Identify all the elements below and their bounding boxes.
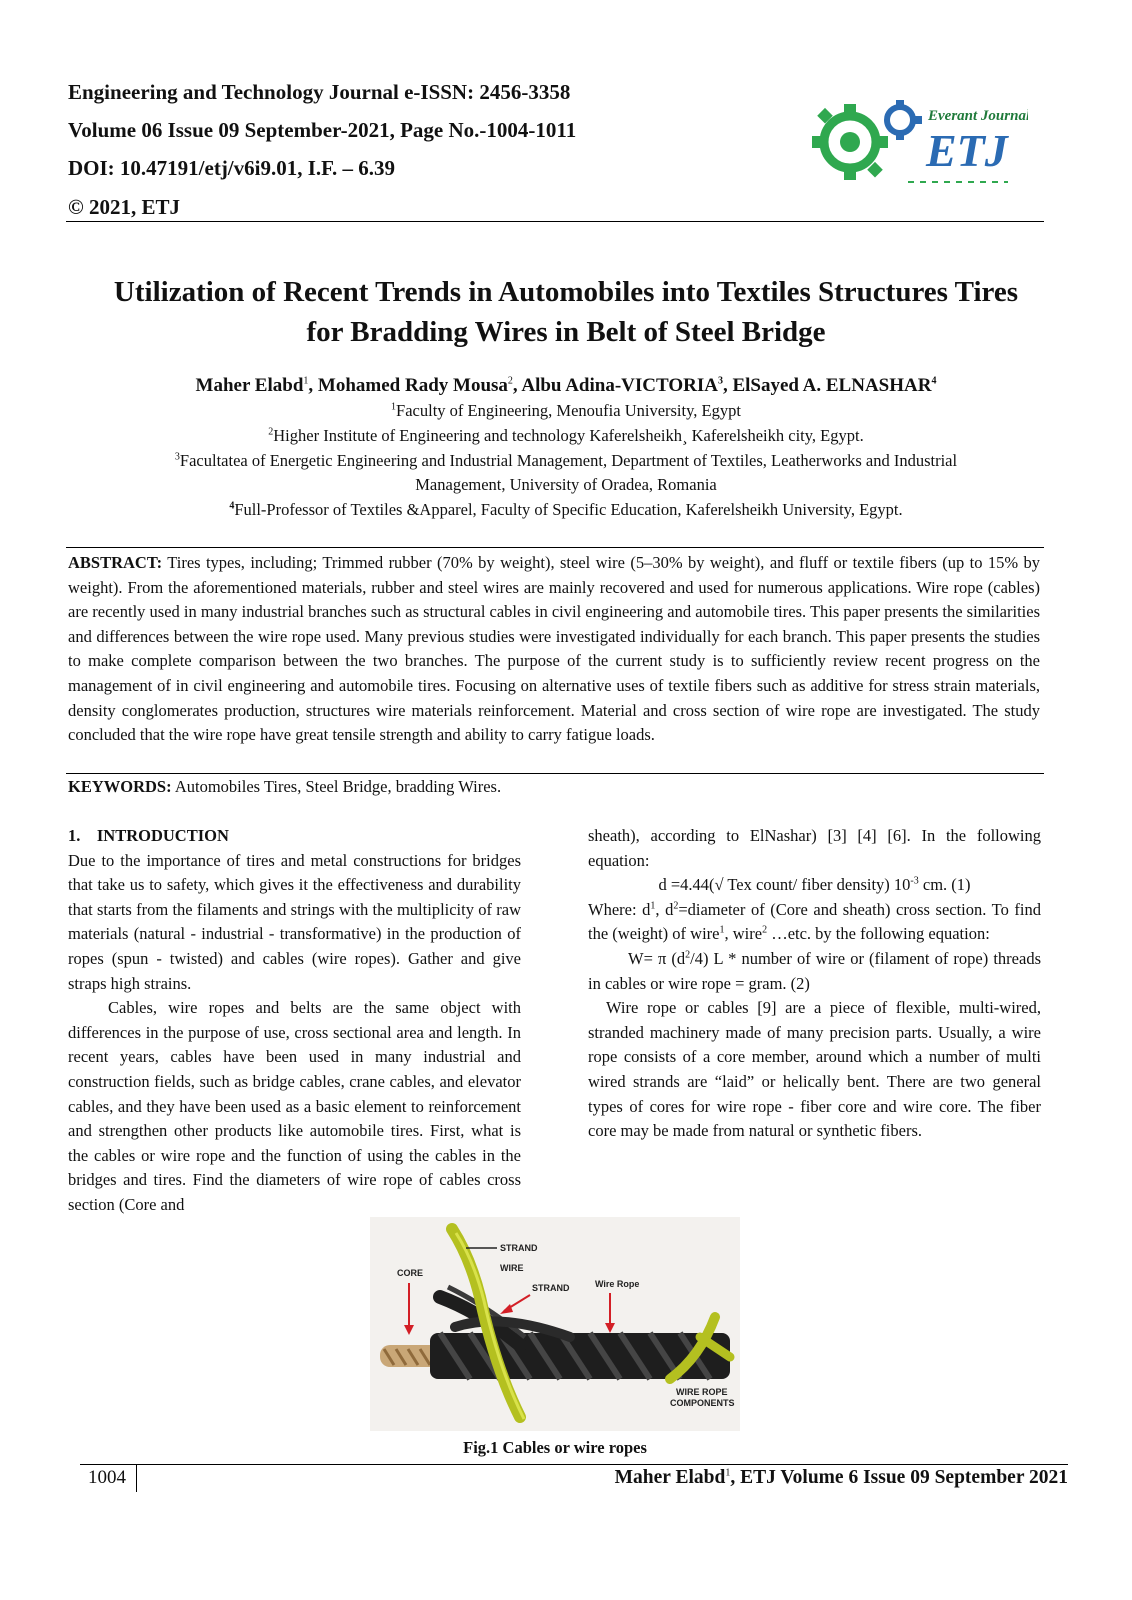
title-line-2: for Bradding Wires in Belt of Steel Bridge [306, 316, 826, 348]
label-components-1: WIRE ROPE [676, 1387, 728, 1397]
eq2-text: W= π (d [628, 948, 686, 968]
where-s4: 2 [762, 924, 768, 936]
footer-separator [136, 1464, 137, 1492]
aff-1-sup: 1 [391, 401, 397, 413]
arrow-wire-rope-icon [605, 1323, 615, 1333]
footer-author: Maher Elabd [614, 1467, 726, 1488]
footer-author-sup: 1 [725, 1467, 731, 1479]
author-3: Albu Adina-VICTORIA [521, 375, 718, 396]
where-s3: 1 [719, 924, 725, 936]
copyright: © 2021, ETJ [68, 195, 180, 219]
abstract-text: Tires types, including; Trimmed rubber (70% by weight), steel wire (5–30% by weight), and fluff or textile fibers (up to 15% by weight). From the aforementioned materials, rubber and steel wires are mainly recovered and used for numerous applications. Wire rope (cables) are recently used in many industrial branches such as structural cables in civil engineering and automobile tires. This paper presents the similarities and differences between the wire rope used. Many previous studies were investigated individually for each branch. This paper presents the studies to make complete comparison between the two branches. The purpose of the current study is to sufficiently review recent progress on the management of in civil engineering and automobile tires. Focusing on alternative uses of textile fibers such as additive for stress strain materials, density conglomerates production, structures wire materials reinforcement. Material and cross section of wire rope are investigated. The study concluded that the wire rope have great tensile strength and ability to carry fatigue loads. [68, 553, 1040, 745]
right-column [588, 824, 1041, 1144]
keywords-text: Automobiles Tires, Steel Bridge, bradding Wires. [174, 777, 502, 796]
affiliation-3-cont: Management, University of Oradea, Romania [415, 475, 717, 494]
left-column [68, 824, 521, 1218]
keywords-label: KEYWORDS: [68, 777, 172, 796]
equation-2 [588, 947, 1041, 996]
section-number: 1. [68, 826, 81, 845]
page-number: 1004 [88, 1467, 126, 1488]
abstract-top-rule [66, 547, 1044, 548]
doi: DOI: 10.47191/etj/v6i9.01, I.F. – 6.39 [68, 156, 396, 180]
journal-name: Engineering and Technology Journal e-ISSN: 2456-3358 [68, 80, 571, 104]
where-b: , d [655, 899, 674, 919]
logo-tagline: Everant Journal [928, 108, 1028, 124]
where-a: Where: d [588, 899, 651, 919]
logo-letters: ETJ [926, 125, 1008, 176]
label-strand: STRAND [532, 1283, 570, 1293]
label-wire-rope: Wire Rope [595, 1279, 640, 1289]
where-c: =diameter of (Core and sheath) cross section. To find the (weight) of wire [588, 899, 1041, 944]
aff-3-sup: 3 [174, 451, 180, 463]
title-line-1: Utilization of Recent Trends in Automobiles into Textiles Structures Tires [113, 276, 1019, 308]
author-4-sup: 4 [931, 375, 937, 387]
where-e: …etc. by the following equation: [767, 924, 990, 944]
section-heading [68, 824, 521, 849]
where-paragraph [588, 898, 1041, 947]
abstract-label: ABSTRACT: [68, 553, 163, 572]
keywords [68, 776, 1040, 798]
header-rule [66, 221, 1044, 222]
abstract-bottom-rule [66, 773, 1044, 774]
footer-citation [615, 1467, 1068, 1489]
aff-2-text: Higher Institute of Engineering and technology Kaferelsheikh¸ Kaferelsheikh city, Egypt. [273, 426, 864, 445]
section-title: INTRODUCTION [96, 826, 229, 845]
footer-rule [80, 1464, 1068, 1465]
affiliation-4 [60, 498, 1072, 523]
aff-4-sup: 4 [229, 500, 235, 512]
figure-caption: Fig.1 Cables or wire ropes [463, 1438, 647, 1457]
author-1-sup: 1 [303, 375, 309, 387]
aff-1-text: Faculty of Engineering, Menoufia University, Egypt [396, 401, 741, 420]
label-wire: WIRE [500, 1263, 524, 1273]
aff-4-text: Full-Professor of Textiles &Apparel, Faculty of Specific Education, Kaferelsheikh University, Egypt. [234, 500, 903, 519]
abstract [68, 551, 1040, 748]
gear-small-icon [887, 100, 922, 140]
aff-2-sup: 2 [268, 426, 274, 438]
affiliation-3 [60, 449, 1072, 474]
eq1-tail: cm. (1) [918, 875, 971, 895]
where-s2: 2 [673, 900, 679, 912]
aff-3-text: Facultatea of Energetic Engineering and Industrial Management, Department of Textiles, Leatherworks and Industrial [179, 451, 958, 470]
label-strand-top: STRAND [500, 1243, 538, 1253]
author-4: ElSayed A. ELNASHAR [732, 375, 932, 396]
figure-wire-rope [370, 1217, 740, 1431]
label-components-2: COMPONENTS [670, 1398, 735, 1408]
intro-paragraph-1: Due to the importance of tires and metal constructions for bridges that take us to safety, which gives it the effectiveness and durability that starts from the filaments and strings with the multiplicity of raw materials (natural - industrial - transformative) in the production of ropes (spun - twisted) and cables (wire ropes). Gather and give straps high strains. [68, 850, 521, 993]
eq2-tail: /4) L * number of wire or (filament of rope) threads in cables or wire rope = gram. (2) [588, 948, 1041, 993]
where-d: , wire [724, 924, 763, 944]
figure-annotations [397, 1243, 735, 1408]
eq2-exponent: 2 [685, 949, 691, 961]
volume-issue: Volume 06 Issue 09 September-2021, Page No.-1004-1011 [68, 118, 577, 142]
intro-paragraph-2: Cables, wire ropes and belts are the same object with differences in the purpose of use, cross sectional area and length. In recent years, cables have been used in many industrial and construction fields, such as bridge cables, crane cables, and elevator cables, and they have been used as a basic element to reinforcement and strengthen other products like automobile tires. First, what is the cables or wire rope and the function of using the cables in the bridges and tires. Find the diameters of wire rope of cables cross section (Core and [68, 998, 521, 1214]
author-3-sup: 3 [717, 375, 723, 387]
where-s1: 1 [650, 900, 656, 912]
author-2-sup: 2 [507, 375, 513, 387]
affiliation-1 [60, 399, 1072, 424]
journal-logo [808, 90, 1028, 198]
label-core: CORE [397, 1268, 424, 1278]
equation-1 [588, 873, 1041, 898]
author-2: Mohamed Rady Mousa [317, 375, 508, 396]
eq1-text: d =4.44(√ Tex count/ fiber density) 10 [658, 875, 911, 895]
paper-title [60, 272, 1072, 352]
right-paragraph-1: sheath), according to ElNashar) [3] [4] [6]. In the following equation: [588, 826, 1041, 870]
arrow-core-icon [404, 1325, 414, 1335]
affiliation-2 [60, 424, 1072, 449]
gear-icon [812, 104, 888, 180]
footer-journal: , ETJ Volume 6 Issue 09 September 2021 [730, 1467, 1068, 1488]
eq1-exponent: -3 [910, 875, 919, 887]
author-1: Maher Elabd [195, 375, 304, 396]
author-list: Maher Elabd$^1$, Mohamed Rady Mousa$^2$, Albu Adina-VICTORIA$^3$, ElSayed A. ELNASHAR$^4$ [195, 375, 937, 396]
right-paragraph-3: Wire rope or cables [9] are a piece of flexible, multi-wired, stranded machinery made of many precision parts. Usually, a wire rope consists of a core member, around which a number of multi wired strands are “laid” or helically bent. There are two general types of cores for wire rope - fiber core and wire core. The fiber core may be made from natural or synthetic fibers. [588, 998, 1041, 1141]
